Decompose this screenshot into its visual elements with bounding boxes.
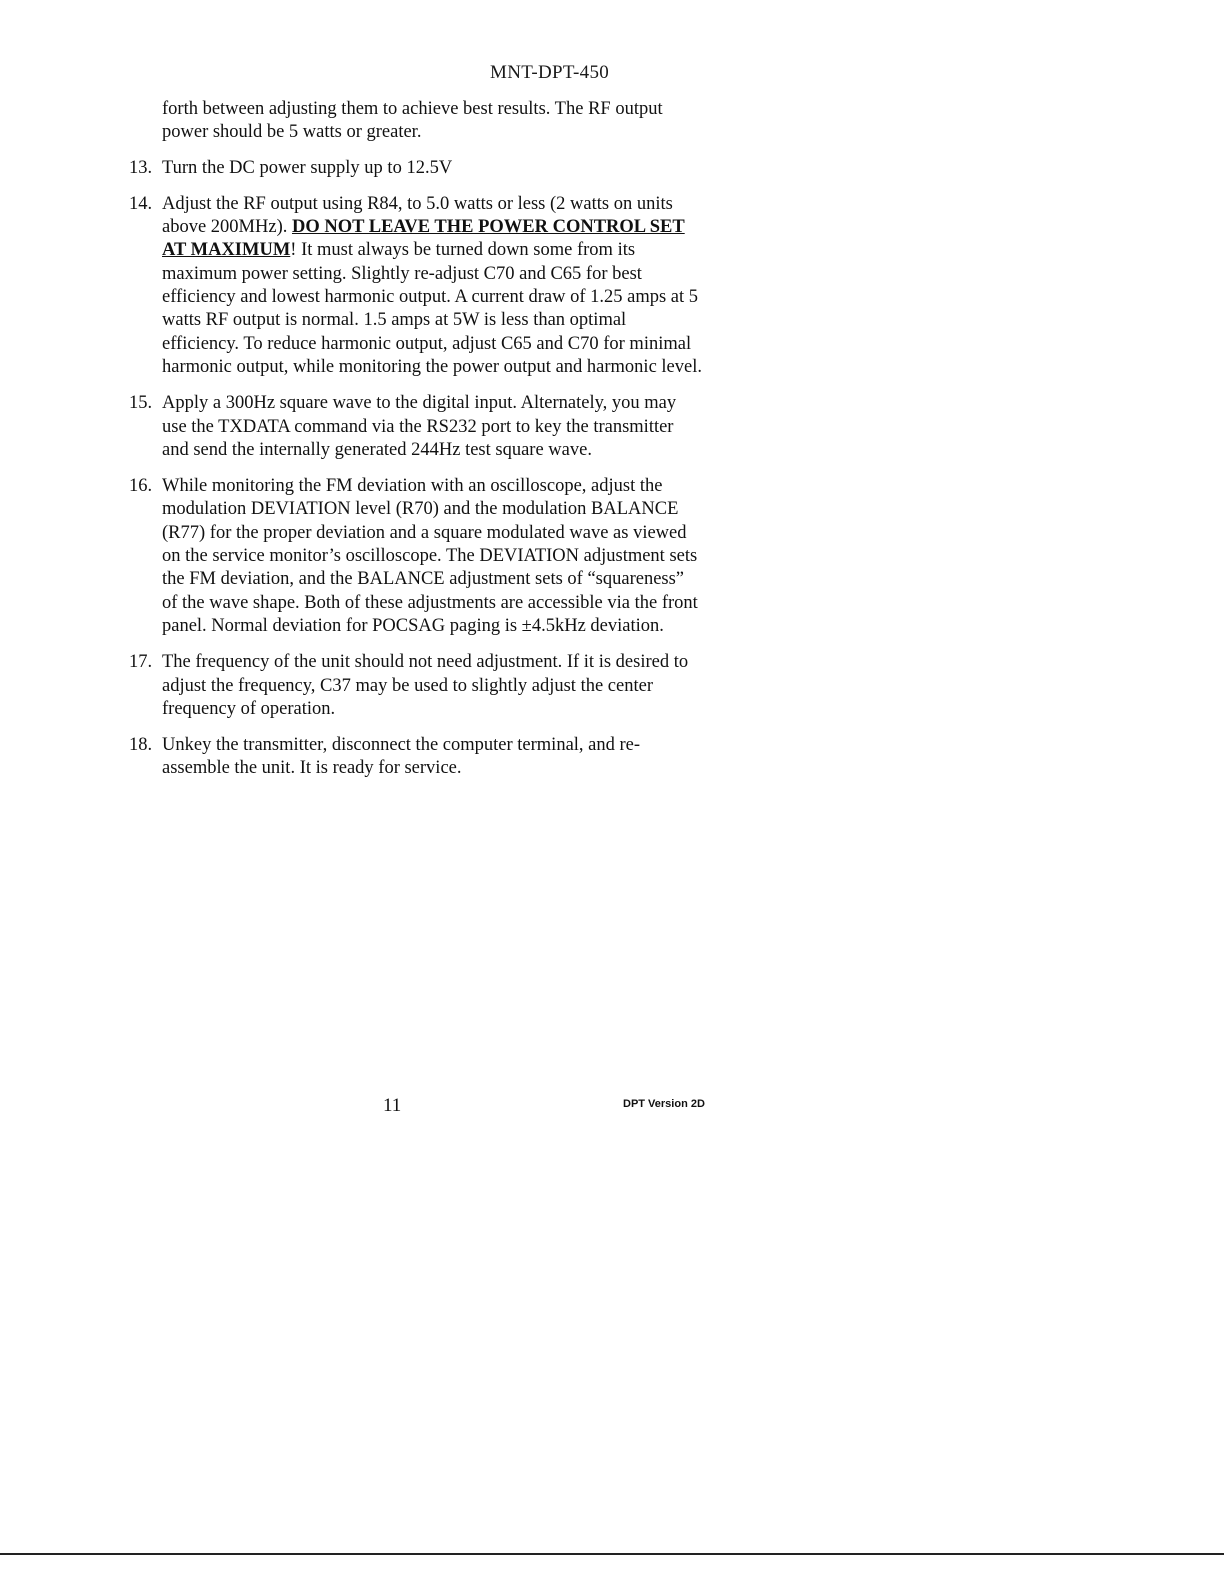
step-text: Apply a 300Hz square wave to the digital input. Alternately, you may use the TXDATA command via the RS232 port to key the transmitter and send the internally generated 244Hz test square wave. bbox=[162, 393, 677, 460]
step-number: 17. bbox=[129, 652, 153, 673]
page-number: 11 bbox=[383, 1095, 402, 1116]
step-13 bbox=[129, 157, 704, 180]
step-number: 18. bbox=[129, 735, 153, 756]
step-text: Turn the DC power supply up to 12.5V bbox=[162, 157, 453, 178]
power-warning-emphasis: DO NOT LEAVE THE POWER CONTROL SET AT MAXIMUM bbox=[162, 217, 685, 261]
procedure-body bbox=[129, 98, 704, 794]
step-text: While monitoring the FM deviation with an oscilloscope, adjust the modulation DEVIATION level (R70) and the modulation BALANCE (R77) for the proper deviation and a square modulated wave as viewed on the service monitor’s oscilloscope. The DEVIATION adjustment sets the FM deviation, and the BALANCE adjustment sets of “squareness” of the wave shape. Both of these adjustments are accessible via the front panel. Normal deviation for POCSAG paging is ±4.5kHz deviation. bbox=[162, 476, 698, 636]
step-text-remainder: ! It must always be turned down some from its maximum power setting. Slightly re-adjust C70 and C65 for best efficiency and lowest harmonic output. A current draw of 1.25 amps at 5 watts RF output is normal. 1.5 amps at 5W is less than optimal efficiency. To reduce harmonic output, adjust C65 and C70 for minimal harmonic output, while monitoring the power output and harmonic level. bbox=[162, 240, 702, 377]
step-text-intro: Adjust the RF output using R84, to 5.0 watts or less (2 watts on units above 200MHz). bbox=[162, 193, 673, 238]
continued-paragraph: forth between adjusting them to achieve best results. The RF output power should be 5 watts or greater. bbox=[162, 99, 663, 143]
document-id-header: MNT-DPT-450 bbox=[490, 62, 610, 83]
step-17 bbox=[129, 651, 704, 721]
step-15 bbox=[129, 392, 704, 462]
step-text: Unkey the transmitter, disconnect the computer terminal, and re-assemble the unit. It is ready for service. bbox=[162, 735, 641, 779]
step-text bbox=[162, 193, 704, 379]
step-text: The frequency of the unit should not need adjustment. If it is desired to adjust the frequency, C37 may be used to slightly adjust the center frequency of operation. bbox=[162, 652, 689, 719]
scan-edge-line bbox=[0, 1553, 1224, 1555]
step-number: 16. bbox=[129, 476, 153, 497]
step-18 bbox=[129, 734, 704, 781]
version-label: DPT Version 2D bbox=[623, 1098, 705, 1110]
step-number: 14. bbox=[129, 193, 153, 214]
step-14 bbox=[129, 193, 704, 379]
step-number: 13. bbox=[129, 157, 153, 178]
step-16 bbox=[129, 475, 704, 638]
step-number: 15. bbox=[129, 393, 153, 414]
